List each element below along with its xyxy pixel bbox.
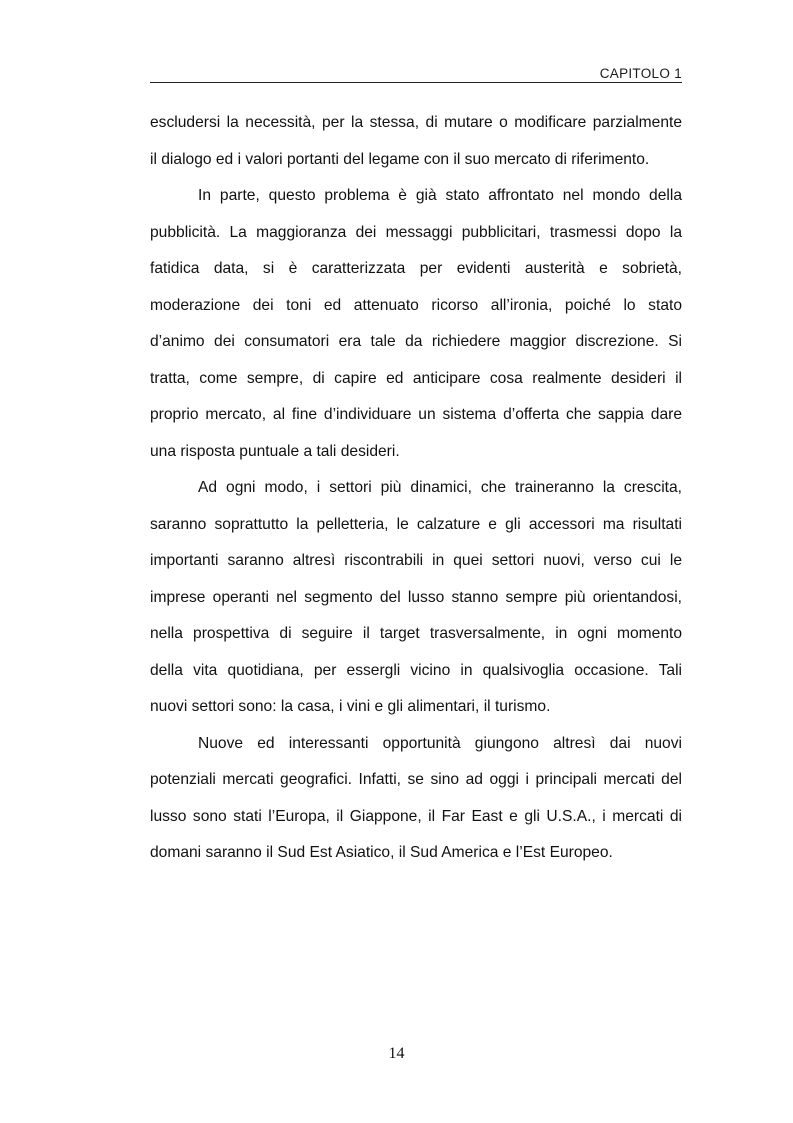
paragraph-2 bbox=[150, 178, 682, 470]
text-line: nuovi settori sono: la casa, i vini e gli alimentari, il turismo. bbox=[150, 698, 551, 715]
paragraph-3 bbox=[150, 470, 682, 726]
text-line: imprese operanti nel segmento del lusso stanno sempre più orientandosi, bbox=[150, 588, 682, 606]
text-line: d’animo dei consumatori era tale da richiedere maggior discrezione. Si bbox=[150, 333, 682, 350]
chapter-title: CAPITOLO 1 bbox=[599, 66, 682, 81]
paragraph-1 bbox=[150, 105, 682, 178]
page-footer bbox=[0, 1045, 793, 1063]
text-line: nella prospettiva di seguire il target trasversalmente, in ogni momento bbox=[150, 625, 682, 642]
body-text bbox=[150, 105, 682, 872]
text-line: una risposta puntuale a tali desideri. bbox=[150, 442, 400, 460]
text-line: lusso sono stati l’Europa, il Giappone, il Far East e gli U.S.A., i mercati di bbox=[150, 807, 682, 825]
text-line: moderazione dei toni ed attenuato ricorso all’ironia, poiché lo stato bbox=[150, 296, 682, 314]
paragraph-4 bbox=[150, 726, 682, 872]
text-line: potenziali mercati geografici. Infatti, se sino ad oggi i principali mercati del bbox=[150, 771, 682, 788]
text-line: domani saranno il Sud Est Asiatico, il Sud America e l’Est Europeo. bbox=[150, 844, 613, 861]
text-line: proprio mercato, al fine d’individuare un sistema d’offerta che sappia dare bbox=[150, 406, 682, 423]
text-line: Nuove ed interessanti opportunità giungono altresì dai nuovi bbox=[198, 734, 682, 752]
text-line: tratta, come sempre, di capire ed anticipare cosa realmente desideri il bbox=[150, 369, 682, 387]
text-line: In parte, questo problema è già stato affrontato nel mondo della bbox=[198, 187, 682, 204]
text-line: importanti saranno altresì riscontrabili in quei settori nuovi, verso cui le bbox=[150, 552, 682, 569]
text-line: saranno soprattutto la pelletteria, le calzature e gli accessori ma risultati bbox=[150, 515, 682, 533]
text-line: escludersi la necessità, per la stessa, di mutare o modificare parzialmente bbox=[150, 114, 682, 131]
text-line: Ad ogni modo, i settori più dinamici, che traineranno la crescita, bbox=[198, 479, 682, 496]
page-number: 14 bbox=[388, 1045, 405, 1062]
text-line: fatidica data, si è caratterizzata per evidenti austerità e sobrietà, bbox=[150, 260, 682, 277]
text-line: pubblicità. La maggioranza dei messaggi pubblicitari, trasmessi dopo la bbox=[150, 223, 682, 241]
running-header bbox=[150, 62, 682, 83]
text-line: della vita quotidiana, per essergli vicino in qualsivoglia occasione. Tali bbox=[150, 661, 682, 679]
text-line: il dialogo ed i valori portanti del legame con il suo mercato di riferimento. bbox=[150, 150, 650, 168]
